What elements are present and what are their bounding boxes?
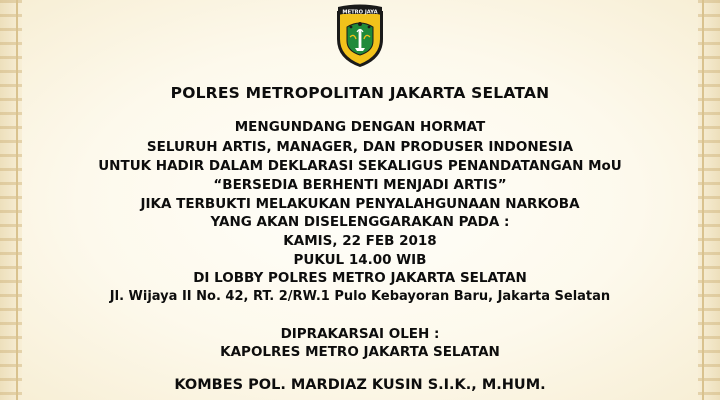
logo-banner-text: METRO JAYA (342, 9, 378, 16)
event-venue: DI LOBBY POLRES METRO JAKARTA SELATAN (193, 270, 527, 286)
right-ornamental-border (698, 0, 720, 400)
event-date: KAMIS, 22 FEB 2018 (283, 233, 437, 249)
left-ornamental-border (0, 0, 22, 400)
event-address: Jl. Wijaya II No. 42, RT. 2/RW.1 Pulo Kebayoran Baru, Jakarta Selatan (109, 289, 611, 304)
initiator-label: DIPRAKARSAI OLEH : (280, 326, 440, 342)
invitation-line-2: SELURUH ARTIS, MANAGER, DAN PRODUSER INDONESIA (146, 139, 574, 155)
initiator-role: KAPOLRES METRO JAKARTA SELATAN (220, 344, 500, 360)
invitation-line-3: UNTUK HADIR DALAM DEKLARASI SEKALIGUS PENANDATANGAN MoU (98, 158, 622, 174)
invitation-line-6: YANG AKAN DISELENGGARAKAN PADA : (210, 214, 510, 230)
invitation-line-5: JIKA TERBUKTI MELAKUKAN PENYALAHGUNAAN NARKOBA (140, 196, 580, 212)
police-emblem-icon (333, 3, 387, 69)
initiator-name: KOMBES POL. MARDIAZ KUSIN S.I.K., M.HUM. (174, 377, 546, 393)
invitation-line-4: “BERSEDIA BERHENTI MENJADI ARTIS” (213, 177, 507, 193)
page-title: POLRES METROPOLITAN JAKARTA SELATAN (170, 84, 550, 102)
invitation-line-1: MENGUNDANG DENGAN HORMAT (234, 119, 486, 135)
event-time: PUKUL 14.00 WIB (293, 252, 427, 268)
